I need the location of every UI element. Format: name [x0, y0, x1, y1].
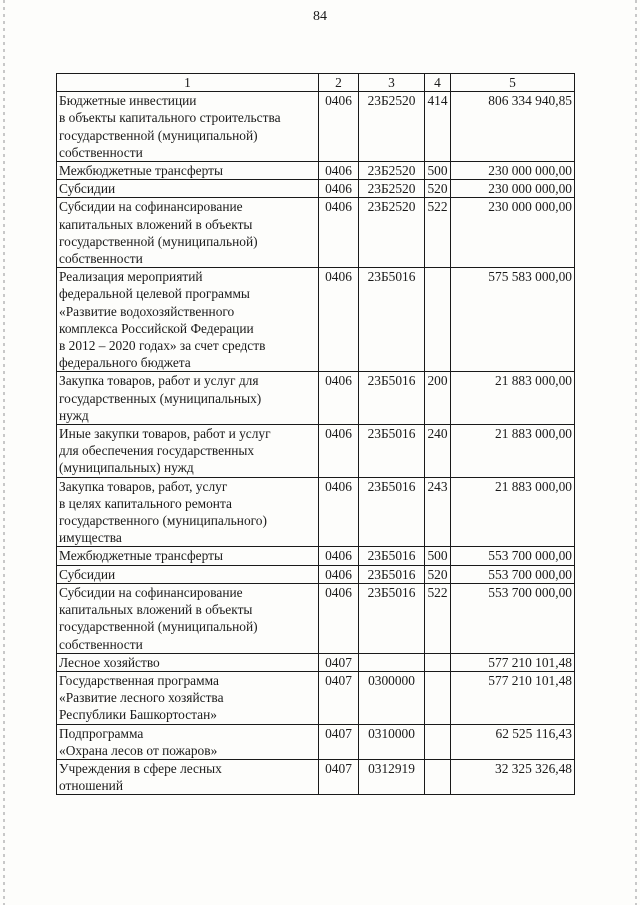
row-amount: 553 700 000,00: [451, 583, 575, 653]
table-row: [57, 425, 575, 478]
row-section-code: 0407: [319, 671, 359, 724]
row-section-code: 0406: [319, 268, 359, 372]
row-section-code: 0406: [319, 92, 359, 162]
row-name: Субсидии: [57, 565, 319, 583]
row-amount: 21 883 000,00: [451, 372, 575, 425]
row-target-code: 23Б5016: [359, 583, 425, 653]
row-expense-type: 522: [425, 583, 451, 653]
row-target-code: 23Б5016: [359, 372, 425, 425]
row-amount: 577 210 101,48: [451, 671, 575, 724]
row-expense-type: 520: [425, 180, 451, 198]
row-name: Межбюджетные трансферты: [57, 547, 319, 565]
row-section-code: 0407: [319, 724, 359, 759]
row-target-code: 23Б2520: [359, 162, 425, 180]
row-expense-type: 243: [425, 477, 451, 547]
row-expense-type: [425, 268, 451, 372]
row-expense-type: [425, 653, 451, 671]
table-row: [57, 724, 575, 759]
header-col-5: 5: [451, 74, 575, 92]
row-name: Лесное хозяйство: [57, 653, 319, 671]
row-name: Реализация мероприятий федеральной целевой программы «Развитие водохозяйственного комплекса Российской Федерации в 2012 – 2020 годах» за счет средств федерального бюджета: [57, 268, 319, 372]
row-section-code: 0406: [319, 180, 359, 198]
row-target-code: 23Б5016: [359, 268, 425, 372]
header-col-3: 3: [359, 74, 425, 92]
header-col-1: 1: [57, 74, 319, 92]
row-section-code: 0406: [319, 583, 359, 653]
row-section-code: 0406: [319, 372, 359, 425]
row-target-code: 23Б2520: [359, 92, 425, 162]
row-target-code: 23Б2520: [359, 198, 425, 268]
row-name: Межбюджетные трансферты: [57, 162, 319, 180]
row-section-code: 0406: [319, 425, 359, 478]
header-col-4: 4: [425, 74, 451, 92]
table-row: [57, 565, 575, 583]
table-row: [57, 180, 575, 198]
table-row: [57, 759, 575, 794]
row-section-code: 0406: [319, 565, 359, 583]
row-expense-type: [425, 671, 451, 724]
table-row: [57, 162, 575, 180]
row-target-code: 23Б5016: [359, 477, 425, 547]
row-amount: 575 583 000,00: [451, 268, 575, 372]
scan-edge-right: [635, 0, 637, 905]
page-number: 84: [313, 9, 327, 24]
row-target-code: [359, 653, 425, 671]
row-target-code: 0310000: [359, 724, 425, 759]
row-section-code: 0407: [319, 759, 359, 794]
row-section-code: 0406: [319, 198, 359, 268]
row-section-code: 0407: [319, 653, 359, 671]
row-target-code: 23Б5016: [359, 425, 425, 478]
row-expense-type: 240: [425, 425, 451, 478]
row-section-code: 0406: [319, 547, 359, 565]
row-amount: 230 000 000,00: [451, 180, 575, 198]
header-row: [57, 74, 575, 92]
budget-table: [56, 73, 575, 795]
row-name: Субсидии: [57, 180, 319, 198]
row-target-code: 0300000: [359, 671, 425, 724]
row-expense-type: [425, 724, 451, 759]
row-amount: 32 325 326,48: [451, 759, 575, 794]
row-target-code: 23Б5016: [359, 565, 425, 583]
row-amount: 21 883 000,00: [451, 425, 575, 478]
row-section-code: 0406: [319, 477, 359, 547]
table-row: [57, 268, 575, 372]
row-amount: 230 000 000,00: [451, 198, 575, 268]
row-amount: 577 210 101,48: [451, 653, 575, 671]
row-target-code: 0312919: [359, 759, 425, 794]
row-name: Бюджетные инвестиции в объекты капитального строительства государственной (муниципальной) собственности: [57, 92, 319, 162]
row-expense-type: 522: [425, 198, 451, 268]
row-name: Государственная программа «Развитие лесного хозяйства Республики Башкортостан»: [57, 671, 319, 724]
row-amount: 806 334 940,85: [451, 92, 575, 162]
table-body: [57, 92, 575, 795]
header-col-2: 2: [319, 74, 359, 92]
table-row: [57, 583, 575, 653]
row-name: Субсидии на софинансирование капитальных вложений в объекты государственной (муниципальной) собственности: [57, 583, 319, 653]
row-name: Субсидии на софинансирование капитальных вложений в объекты государственной (муниципальной) собственности: [57, 198, 319, 268]
row-amount: 230 000 000,00: [451, 162, 575, 180]
table-row: [57, 372, 575, 425]
row-expense-type: 500: [425, 162, 451, 180]
row-amount: 62 525 116,43: [451, 724, 575, 759]
row-target-code: 23Б2520: [359, 180, 425, 198]
row-amount: 553 700 000,00: [451, 565, 575, 583]
row-expense-type: 520: [425, 565, 451, 583]
row-target-code: 23Б5016: [359, 547, 425, 565]
row-expense-type: 500: [425, 547, 451, 565]
row-amount: 21 883 000,00: [451, 477, 575, 547]
table-row: [57, 671, 575, 724]
table-row: [57, 653, 575, 671]
table-row: [57, 198, 575, 268]
row-expense-type: [425, 759, 451, 794]
table-row: [57, 547, 575, 565]
row-expense-type: 200: [425, 372, 451, 425]
row-name: Закупка товаров, работ, услуг в целях капитального ремонта государственного (муниципального) имущества: [57, 477, 319, 547]
row-name: Иные закупки товаров, работ и услуг для обеспечения государственных (муниципальных) нужд: [57, 425, 319, 478]
row-name: Учреждения в сфере лесных отношений: [57, 759, 319, 794]
table-row: [57, 477, 575, 547]
row-section-code: 0406: [319, 162, 359, 180]
row-name: Подпрограмма «Охрана лесов от пожаров»: [57, 724, 319, 759]
scan-edge-left: [3, 0, 5, 905]
row-name: Закупка товаров, работ и услуг для государственных (муниципальных) нужд: [57, 372, 319, 425]
row-expense-type: 414: [425, 92, 451, 162]
row-amount: 553 700 000,00: [451, 547, 575, 565]
table-row: [57, 92, 575, 162]
